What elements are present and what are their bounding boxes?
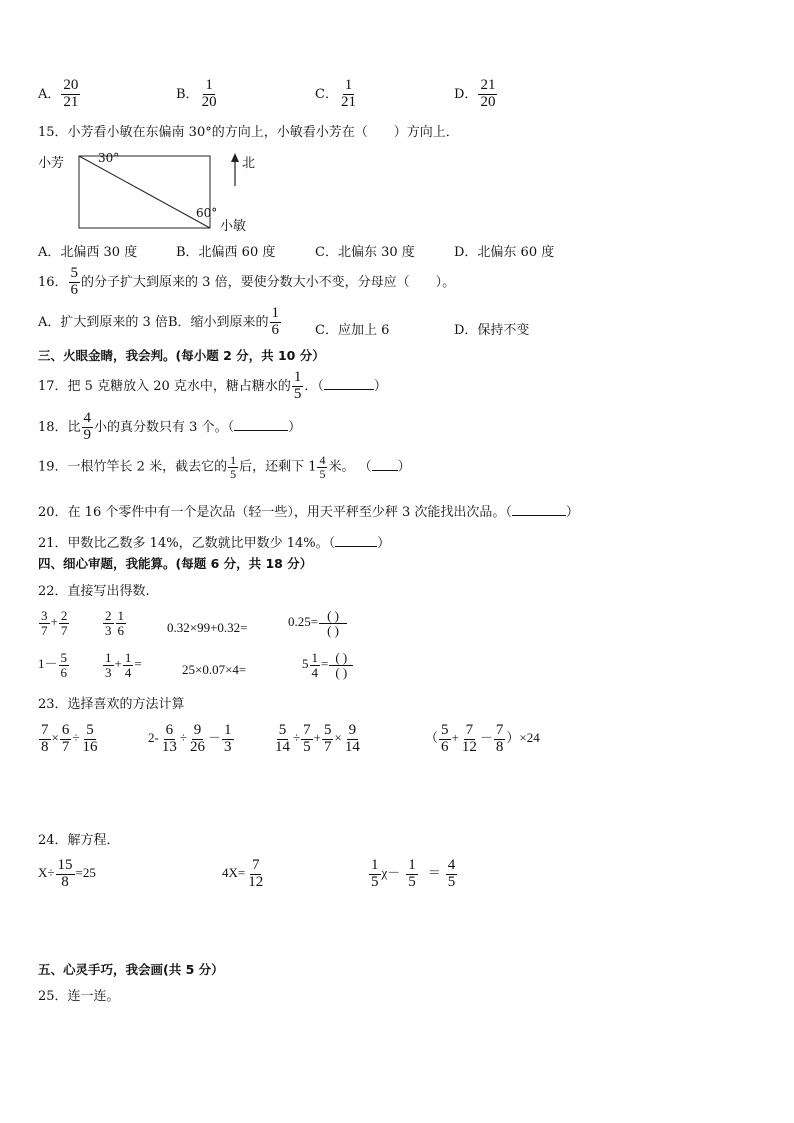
- fraction: $\frac{1}{4}$: [311, 650, 318, 680]
- fraction: $\frac{2}{3}$: [105, 608, 112, 638]
- q15-option-d: D．北偏东 60 度: [454, 245, 555, 260]
- label-person-b: 小敏: [220, 219, 247, 234]
- q23-expression-3: $\frac{5}{14}$ ÷ $\frac{7}{5}$ + $\frac{5}{7}$ × $\frac{9}{14}$: [275, 722, 360, 755]
- q23-expression-4: （ $\frac{5}{6}$ + $\frac{7}{12}$ － $\frac{7}{8}$ ）×24: [425, 722, 540, 755]
- fraction: $\frac{20}{21}$: [63, 77, 79, 110]
- answer-blank[interactable]: [372, 458, 398, 471]
- fraction: $\frac{1}{6}$: [117, 608, 124, 638]
- q20: 20．在 16 个零件中有一个是次品（轻一些），用天平秤至少秤 3 次能找出次品。（ ）: [38, 505, 579, 520]
- q22-item-4: 0.25= $\frac{( )}{( )}$: [288, 609, 348, 637]
- fraction: $\frac{4}{5}$: [447, 857, 456, 890]
- q15-diagram: [38, 150, 278, 232]
- q22-item-7: 25×0.07×4=: [182, 662, 247, 677]
- q14-option-a: A． $\frac{20}{21}$: [38, 77, 79, 110]
- fraction: $\frac{1}{5}$: [371, 857, 379, 890]
- q24-title: 24．解方程．: [38, 833, 120, 848]
- fraction: $\frac{1}{21}$: [340, 77, 356, 110]
- q16-option-a-b: A．扩大到原来的 3 倍B．缩小到原来的 $\frac{1}{6}$: [38, 305, 279, 338]
- q15-text: 15．小芳看小敏在东偏南 30°的方向上，小敏看小芳在（ ）方向上．: [38, 125, 459, 140]
- label-angle-b: 60°: [196, 206, 218, 220]
- fraction: $\frac{1}{4}$: [124, 650, 132, 680]
- diagram-diagonal: [79, 156, 210, 228]
- answer-blank[interactable]: [512, 503, 566, 516]
- q14-option-d: D． $\frac{21}{20}$: [454, 77, 496, 110]
- fraction: $\frac{6}{7}$: [61, 722, 70, 755]
- label-person-a: 小芳: [38, 156, 65, 171]
- fraction: $\frac{1}{5}$: [408, 857, 416, 890]
- q17: 17．把 5 克糖放入 20 克水中，糖占糖水的 $\frac{1}{5}$ ．（ ）: [38, 369, 387, 402]
- fraction: $\frac{1}{5}$: [293, 369, 302, 402]
- q15-option-c: C．北偏东 30 度: [315, 245, 415, 260]
- label-north: 北: [242, 156, 256, 171]
- label-angle-a: 30°: [98, 151, 120, 165]
- fraction: $\frac{1}{3}$: [105, 650, 112, 680]
- q14-option-b: B． $\frac{1}{20}$: [176, 77, 217, 110]
- q18: 18．比 $\frac{4}{9}$ 小的真分数只有 3 个。（ ）: [38, 410, 302, 443]
- q24-equation-1: X÷ $\frac{15}{8}$ =25: [38, 857, 96, 890]
- q25-text: 25．连一连。: [38, 989, 120, 1004]
- q16-option-c: C．应加上 6: [315, 323, 390, 338]
- fraction: $\frac{7}{12}$: [461, 722, 477, 755]
- q22-item-6: $\frac{1}{3}$ + $\frac{1}{4}$ =: [105, 650, 142, 680]
- fraction: $\frac{21}{20}$: [480, 77, 496, 110]
- fraction: $\frac{1}{5}$: [230, 453, 237, 481]
- answer-blank[interactable]: [234, 418, 288, 431]
- fraction: $\frac{7}{8}$: [495, 722, 504, 755]
- answer-blank[interactable]: [335, 534, 377, 547]
- fraction: $\frac{5}{6}$: [70, 265, 79, 298]
- fraction: $\frac{( )}{( )}$: [319, 609, 347, 637]
- section-3-title: 三、火眼金睛，我会判。(每小题 2 分，共 10 分）: [38, 348, 325, 363]
- fraction: $\frac{5}{6}$: [60, 650, 68, 680]
- fraction: $\frac{7}{8}$: [41, 722, 49, 755]
- q22-item-8: 5 $\frac{1}{4}$ = $\frac{( )}{( )}$: [302, 651, 354, 679]
- q23-title: 23．选择喜欢的方法计算: [38, 697, 185, 712]
- q15-option-a: A．北偏西 30 度: [38, 245, 138, 260]
- fraction: $\frac{5}{6}$: [441, 722, 449, 755]
- fraction: $\frac{7}{5}$: [303, 722, 311, 755]
- fraction: $\frac{( )}{( )}$: [329, 651, 353, 679]
- q23-expression-1: $\frac{7}{8}$ × $\frac{6}{7}$ ÷ $\frac{5}{16}$: [41, 722, 98, 755]
- section-4-title: 四、细心审题，我能算。(每题 6 分，共 18 分）: [38, 556, 313, 571]
- section-5-title: 五、心灵手巧，我会画(共 5 分）: [38, 962, 224, 977]
- q14-option-c: C． $\frac{1}{21}$: [315, 77, 356, 110]
- q16-text: 16． $\frac{5}{6}$ 的分子扩大到原来的 3 倍，要使分数大小不变，分母应（ ）。: [38, 265, 456, 298]
- fraction: $\frac{7}{12}$: [248, 857, 264, 890]
- q21: 21．甲数比乙数多 14%，乙数就比甲数少 14%。（ ）: [38, 536, 391, 551]
- answer-blank[interactable]: [324, 377, 374, 390]
- q22-item-1: $\frac{3}{7}$ + $\frac{2}{7}$: [41, 608, 68, 638]
- q22-item-2: [102, 609, 127, 637]
- q23-expression-2: 2- $\frac{6}{13}$ ÷ $\frac{9}{26}$ － $\frac{1}{3}$: [148, 722, 232, 755]
- q16-option-d: D．保持不变: [454, 323, 530, 338]
- q19: 19．一根竹竿长 2 米，截去它的 $\frac{1}{5}$ 后，还剩下 1 $\frac{4}{5}$ 米。 （ ）: [38, 453, 411, 481]
- fraction: $\frac{4}{5}$: [319, 453, 326, 481]
- fraction: $\frac{1}{6}$: [271, 305, 279, 338]
- fraction: $\frac{3}{7}$: [41, 608, 48, 638]
- q24-equation-2: 4X= $\frac{7}{12}$: [222, 857, 264, 890]
- fraction: $\frac{9}{14}$: [344, 722, 360, 755]
- fraction: $\frac{1}{20}$: [201, 77, 217, 110]
- q22-item-5: 1－ $\frac{5}{6}$: [38, 650, 68, 680]
- fraction: $\frac{4}{9}$: [83, 410, 92, 443]
- fraction: $\frac{5}{16}$: [82, 722, 98, 755]
- q15-option-b: B．北偏西 60 度: [176, 245, 276, 260]
- fraction: $\frac{15}{8}$: [57, 857, 73, 890]
- q22-item-3: 0.32×99+0.32=: [167, 620, 248, 635]
- north-arrow-head: [231, 153, 239, 162]
- fraction: $\frac{5}{14}$: [275, 722, 290, 755]
- fraction: $\frac{2}{7}$: [60, 608, 68, 638]
- fraction: $\frac{5}{7}$: [323, 722, 332, 755]
- fraction: $\frac{6}{13}$: [161, 722, 177, 755]
- fraction: $\frac{1}{3}$: [224, 722, 232, 755]
- q24-equation-3: $\frac{1}{5}$ χ－ $\frac{1}{5}$ ＝ $\frac{4}{5}$: [371, 857, 456, 890]
- fraction: $\frac{9}{26}$: [189, 722, 205, 755]
- q22-title: 22．直接写出得数.: [38, 584, 150, 599]
